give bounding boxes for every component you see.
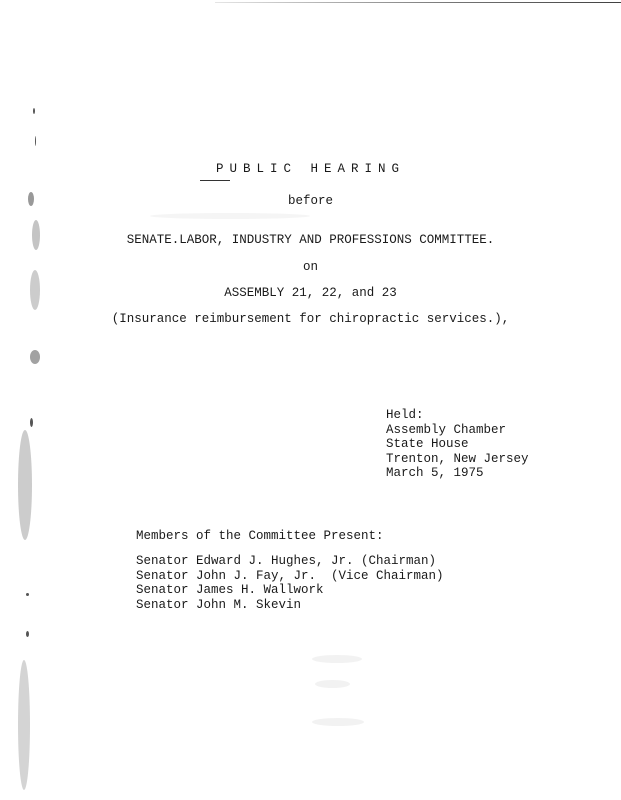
bleed-mark (150, 213, 310, 219)
before-text: before (287, 194, 333, 208)
member-item: Senator Edward J. Hughes, Jr. (Chairman) (136, 554, 437, 568)
held-label: Held: (386, 408, 424, 422)
title-underline (200, 180, 230, 181)
speckle (32, 220, 40, 250)
held-line: Trenton, New Jersey (386, 451, 529, 466)
speckle (30, 350, 40, 364)
speckle (35, 136, 36, 146)
subject-text: (Insurance reimbursement for chiropractic services.), (111, 312, 510, 326)
bills-text: ASSEMBLY 21, 22, and 23 (224, 286, 397, 300)
held-line: State House (386, 437, 469, 451)
scan-edge-noise (0, 100, 50, 800)
bleed-mark (312, 718, 364, 726)
committee-name: SENATE.LABOR, INDUSTRY AND PROFESSIONS COMMITTEE. (126, 233, 495, 247)
speckle (30, 418, 33, 427)
hearing-title: PUBLIC HEARING (215, 162, 406, 176)
member-item: Senator James H. Wallwork (136, 583, 324, 597)
members-block (136, 529, 444, 612)
held-block (386, 408, 529, 481)
on-text: on (302, 260, 318, 274)
bleed-mark (312, 655, 362, 663)
bleed-mark (315, 680, 350, 688)
speckle (26, 593, 29, 596)
speckle (18, 430, 32, 540)
held-line: March 5, 1975 (386, 466, 484, 480)
held-line: Assembly Chamber (386, 422, 507, 437)
member-item: Senator John J. Fay, Jr. (Vice Chairman) (136, 568, 444, 583)
speckle (33, 108, 35, 114)
speckle (18, 660, 30, 790)
speckle (26, 631, 29, 637)
speckle (30, 270, 40, 310)
speckle (28, 192, 34, 206)
scan-top-rule (215, 2, 621, 3)
member-item: Senator John M. Skevin (136, 597, 302, 612)
members-heading: Members of the Committee Present: (136, 529, 384, 543)
